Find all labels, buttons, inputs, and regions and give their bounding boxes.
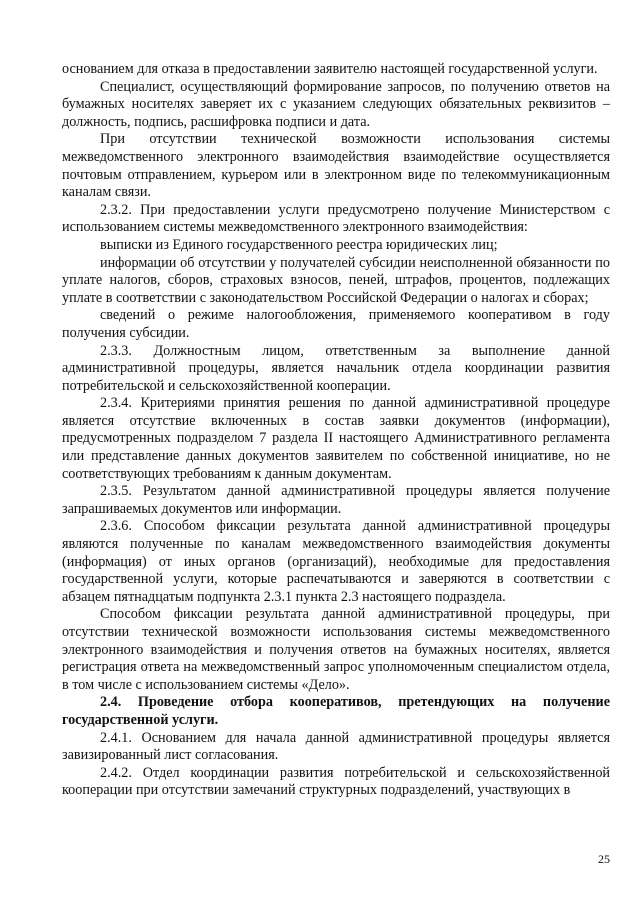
paragraph-2-3-2: 2.3.2. При предоставлении услуги предусмотрено получение Министерством с использованием системы межведомственного электронного взаимодействия: [62, 201, 610, 236]
page-number: 25 [598, 852, 610, 866]
list-item-tax-info: информации об отсутствии у получателей субсидии неисполненной обязанности по уплате налогов, сборов, страховых взносов, пеней, штрафов, процентов, подлежащих уплате в соответствии с законодательством Российской Федерации о налогах и сборах; [62, 254, 610, 306]
paragraph-2-3-6: 2.3.6. Способом фиксации результата данной административной процедуры являются полученные по каналам межведомственного взаимодействия документы (информация) от иных органов (организаций), необходимые для предоставления государственной услуги, которые распечатываются и заверяются в соответствии с абзацем пятнадцатым подпункта 2.3.1 пункта 2.3 настоящего подраздела. [62, 518, 610, 605]
paragraph-2-4-2: 2.4.2. Отдел координации развития потребительской и сельскохозяйственной кооперации при отсутствии замечаний структурных подразделений, участвующих в [62, 764, 610, 799]
paragraph-2-4-1: 2.4.1. Основанием для начала данной административной процедуры является завизированный лист согласования. [62, 729, 610, 764]
paragraph-2-3-5: 2.3.5. Результатом данной административной процедуры является получение запрашиваемых документов или информации. [62, 483, 610, 517]
list-item-registry-extract: выписки из Единого государственного реестра юридических лиц; [100, 236, 498, 253]
paragraph-2-3-3: 2.3.3. Должностным лицом, ответственным за выполнение данной административной процедуры, является начальник отдела координации развития потребительской и сельскохозяйственной кооперации. [62, 342, 610, 394]
paragraph-fixation-method: Способом фиксации результата данной административной процедуры, при отсутствии технической возможности использования системы межведомственного электронного взаимодействия и получения ответов на бумажных носителях, является регистрация ответа на межведомственный запрос уполномоченным специалистом отдела, в том числе с использованием системы «Дело». [62, 606, 610, 693]
paragraph-no-technical-possibility: При отсутствии технической возможности использования системы межведомственного электронного взаимодействия взаимодействие осуществляется почтовым отправлением, курьером или в электронном виде по телекоммуникационным каналам связи. [62, 131, 610, 201]
paragraph-continuation: основанием для отказа в предоставлении заявителю настоящей государственной услуги. [62, 61, 598, 77]
paragraph-2-3-4: 2.3.4. Критериями принятия решения по данной административной процедуре является отсутствие включенных в состав заявки документов (информации), предусмотренных подразделом 7 раздела II настоящего Административного регламента или представление данных документов заявителем по собственной инициативе, но не соответствующих требованиям к данным документам. [62, 395, 610, 482]
document-body [62, 61, 610, 800]
paragraph-specialist: Специалист, осуществляющий формирование запросов, по получению ответов на бумажных носителях заверяет их с указанием следующих обязательных реквизитов – должность, подпись, расшифровка подписи и дата. [62, 78, 610, 130]
section-heading-2-4: 2.4. Проведение отбора кооперативов, претендующих на получение государственной услуги. [62, 694, 610, 728]
list-item-tax-regime: сведений о режиме налогообложения, применяемого кооперативом в году получения субсидии. [62, 307, 610, 341]
